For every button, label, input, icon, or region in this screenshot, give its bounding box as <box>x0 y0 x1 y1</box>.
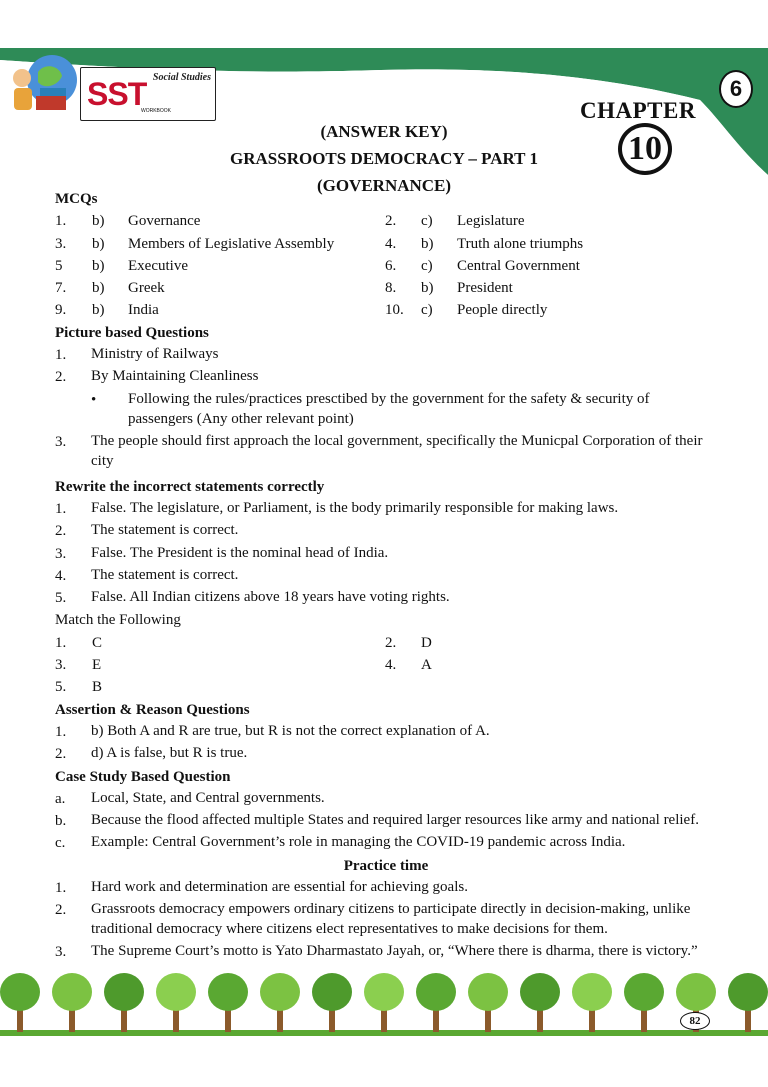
logo-brand: SST <box>87 76 147 112</box>
q-number: 8. <box>385 280 397 297</box>
q-answer: D <box>421 634 432 651</box>
page-number: 82 <box>680 1012 710 1030</box>
q-answer: Hard work and determination are essential for achieving goals. <box>91 879 468 896</box>
tree-icon <box>728 973 768 1032</box>
q-number: 5. <box>55 679 67 696</box>
child-head <box>13 69 31 87</box>
q-answer: Local, State, and Central governments. <box>91 789 325 806</box>
tree-icon <box>312 973 352 1032</box>
tree-icon <box>260 973 300 1032</box>
q-answer: Members of Legislative Assembly <box>128 235 335 252</box>
q-option: c) <box>421 257 433 274</box>
match-row <box>55 676 717 698</box>
books-icon <box>36 96 66 110</box>
q-answer: b) Both A and R are true, but R is not the correct explanation of A. <box>91 722 490 739</box>
list-item <box>55 743 717 765</box>
q-answer: A <box>421 657 432 674</box>
q-option: b) <box>92 302 105 319</box>
q-option: b) <box>92 257 105 274</box>
q-number: 2. <box>55 902 67 919</box>
q-number: 6. <box>385 257 397 274</box>
q-answer: The Supreme Court’s motto is Yato Dharmastato Jayah, or, “Where there is dharma, there is victory.” <box>91 943 698 960</box>
q-answer: The statement is correct. <box>91 566 239 583</box>
q-number: 3. <box>55 235 67 252</box>
match-row <box>55 632 717 654</box>
list-item <box>55 721 717 743</box>
q-number: 3. <box>55 433 67 450</box>
q-number: 1. <box>55 880 67 897</box>
case-heading: Case Study Based Question <box>55 768 231 785</box>
q-answer: Following the rules/practices presctibed by the government for the safety & security of passengers (Any other relevant point) <box>128 390 650 427</box>
q-number: 3. <box>55 545 67 562</box>
q-number: 3. <box>55 657 67 674</box>
mcq-row <box>55 277 717 299</box>
tree-icon <box>0 973 40 1032</box>
list-item <box>55 832 717 854</box>
mcq-row <box>55 233 717 255</box>
list-item <box>55 543 717 565</box>
q-number: 1. <box>55 634 67 651</box>
q-number: 5 <box>55 257 63 274</box>
q-answer: Greek <box>128 280 165 297</box>
tree-icon <box>364 973 404 1032</box>
q-number: c. <box>55 835 66 852</box>
q-option: b) <box>92 280 105 297</box>
q-number: a. <box>55 790 66 807</box>
tree-icon <box>572 973 612 1032</box>
q-answer: False. The legislature, or Parliament, is the body primarily responsible for making laws. <box>91 499 619 516</box>
sst-logo <box>80 67 216 121</box>
q-number: 10. <box>385 302 404 319</box>
q-number: 9. <box>55 302 67 319</box>
q-answer: C <box>92 634 103 651</box>
q-answer: Executive <box>128 257 188 274</box>
tree-icon <box>208 973 248 1032</box>
list-item <box>55 941 717 963</box>
q-answer: The statement is correct. <box>91 522 239 539</box>
q-option: b) <box>421 280 434 297</box>
q-number: 4. <box>385 235 397 252</box>
page-titles <box>0 118 768 199</box>
q-answer: Example: Central Government’s role in managing the COVID-19 pandemic across India. <box>91 834 626 851</box>
grade-badge: 6 <box>719 70 753 108</box>
q-number: 2. <box>55 523 67 540</box>
title-answer-key: (ANSWER KEY) <box>320 122 448 141</box>
tree-icon <box>104 973 144 1032</box>
tree-icon <box>416 973 456 1032</box>
match-row <box>55 654 717 676</box>
q-number: 1. <box>55 723 67 740</box>
q-option: c) <box>421 302 433 319</box>
q-number: 2. <box>385 213 397 230</box>
q-number: 4. <box>385 657 397 674</box>
q-number: b. <box>55 813 67 830</box>
q-number: 4. <box>55 567 67 584</box>
practice-heading: Practice time <box>343 857 429 874</box>
q-answer: Central Government <box>457 257 580 274</box>
list-item <box>55 498 717 520</box>
q-answer: d) A is false, but R is true. <box>91 745 248 762</box>
q-number: 2. <box>55 369 67 386</box>
match-heading: Match the Following <box>55 612 181 629</box>
mcq-row <box>55 299 717 321</box>
q-answer: People directly <box>457 302 548 319</box>
q-number: 2. <box>55 746 67 763</box>
q-number: 5. <box>55 590 67 607</box>
chapter-number: 10 <box>618 123 672 175</box>
q-option: b) <box>92 213 105 230</box>
list-item <box>55 520 717 542</box>
tree-icon <box>156 973 196 1032</box>
rewrite-heading: Rewrite the incorrect statements correctly <box>55 478 325 495</box>
q-number: 1. <box>55 213 67 230</box>
list-item <box>55 877 717 899</box>
q-answer: Legislature <box>457 213 525 230</box>
q-option: b) <box>92 235 105 252</box>
q-answer: By Maintaining Cleanliness <box>91 368 259 385</box>
q-answer: India <box>128 302 159 319</box>
q-answer: Ministry of Railways <box>91 346 219 363</box>
q-option: b) <box>421 235 434 252</box>
list-item <box>55 587 717 609</box>
q-answer: President <box>457 280 513 297</box>
q-answer: False. All Indian citizens above 18 years have voting rights. <box>91 589 450 606</box>
q-number: 1. <box>55 347 67 364</box>
picture-heading: Picture based Questions <box>55 324 209 341</box>
mcq-row <box>55 255 717 277</box>
q-number: 1. <box>55 500 67 517</box>
q-number: 7. <box>55 280 67 297</box>
mcq-heading: MCQs <box>55 191 98 207</box>
q-answer: B <box>92 679 103 696</box>
tree-icon <box>468 973 508 1032</box>
q-option: c) <box>421 213 433 230</box>
list-item <box>55 366 717 388</box>
title-subtitle: (GOVERNANCE) <box>316 176 452 195</box>
logo-tagline: Social Studies <box>152 72 211 83</box>
list-item <box>55 788 717 810</box>
footer-trees <box>0 968 768 1087</box>
q-number: 3. <box>55 944 67 961</box>
list-item <box>55 565 717 587</box>
answer-content <box>55 188 717 964</box>
logo-sub: WORKBOOK <box>141 108 172 114</box>
mcq-row <box>55 210 717 232</box>
tree-icon <box>624 973 664 1032</box>
list-item <box>55 431 717 476</box>
q-number: 2. <box>385 634 397 651</box>
q-answer: Governance <box>128 213 201 230</box>
q-answer: E <box>92 657 102 674</box>
q-answer: False. The President is the nominal head of India. <box>91 544 389 561</box>
assertion-heading: Assertion & Reason Questions <box>55 701 250 718</box>
list-item <box>55 389 717 431</box>
title-chapter-name: GRASSROOTS DEMOCRACY – PART 1 <box>230 149 538 168</box>
q-answer: Grassroots democracy empowers ordinary citizens to participate directly in decision-making, unlike traditional democracy where citizens elect representatives to make decisions for them. <box>91 901 691 938</box>
tree-icon <box>520 973 560 1032</box>
list-item <box>55 344 717 366</box>
q-answer: The people should first approach the local government, specifically the Municpal Corporation of their city <box>91 432 703 469</box>
chapter-label: CHAPTER <box>580 98 696 123</box>
tree-icon <box>52 973 92 1032</box>
list-item <box>55 899 717 941</box>
q-answer: Truth alone triumphs <box>457 235 584 252</box>
q-answer: Because the flood affected multiple States and required larger resources like army and national relief. <box>91 812 699 829</box>
list-item <box>55 810 717 832</box>
bullet-icon: • <box>91 391 97 408</box>
